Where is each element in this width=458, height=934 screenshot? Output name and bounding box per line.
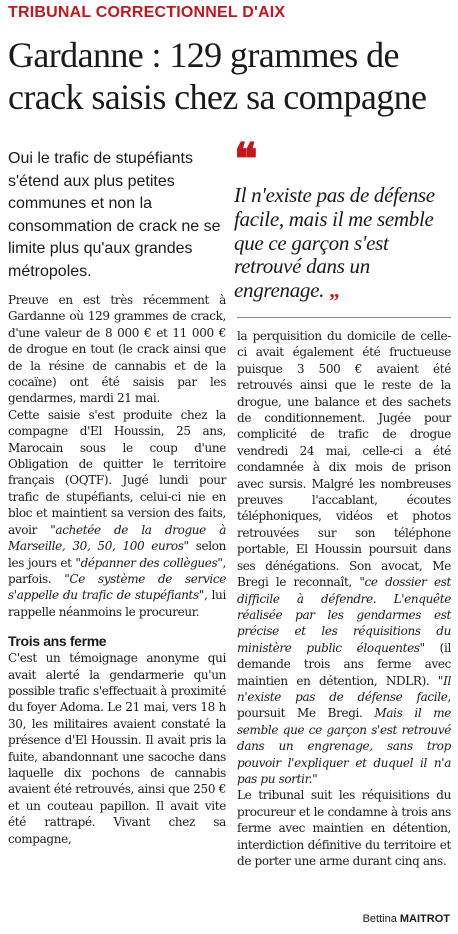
article-lead: Oui le trafic de stupéfiants s'étend aux plus petites communes et non la consommation de crack ne se limite plus qu'aux grandes métropoles. <box>8 150 221 280</box>
text-run: ", parfois. " <box>8 555 226 586</box>
section-kicker: TRIBUNAL CORRECTIONNEL D'AIX <box>8 4 286 21</box>
headline <box>8 34 454 118</box>
paragraph <box>237 328 451 787</box>
text-run: " selon les jours et " <box>8 539 226 570</box>
paragraph: Le tribunal suit les réquisitions du procureur et le condamne à trois ans ferme avec maintien en détention, interdiction définitive du territoire et de porter une arme durant cinq ans. <box>237 788 451 868</box>
text-run: ", lui rappelle néanmoins le procureur. <box>8 588 226 619</box>
body-column-left <box>8 292 226 847</box>
pull-quote <box>234 134 454 303</box>
byline-last-name: MAITROT <box>399 913 450 925</box>
open-quote-icon: ❝ <box>234 134 258 185</box>
paragraph: C'est un témoignage anonyme qui avait alerté la gendarmerie qu'un possible trafic s'effectuait à proximité du foyer Adoma. Le 21 mai, vers 18 h 30, les militaires avaient constaté la présence d'El Houssin. Il avait pris la fuite, abandonnant une sacoche dans laquelle dix pochons de cannabis avaient été retrouvés, ainsi que 250 € et un couteau papillon. Il avait vite été rattrapé. Vivant chez sa compagne, <box>8 651 226 846</box>
headline-line-1: Gardanne : 129 grammes de <box>8 35 399 75</box>
paragraph <box>8 407 226 620</box>
headline-line-2: crack saisis chez sa compagne <box>8 77 427 117</box>
quoted-text: Mais il me semble que ce garçon s'est retrouvé dans un engrenage, sans trop pouvoir l'expliquer et duquel il n'a pas pu sortir. <box>237 706 451 786</box>
pull-quote-body: Il n'existe pas de défense facile, mais il me semble que ce garçon s'est retrouvé dans un engrenage. <box>234 183 435 303</box>
pull-quote-divider <box>237 317 451 318</box>
body-column-right <box>237 328 451 869</box>
byline <box>363 913 450 925</box>
quoted-text: dépanner des collègues <box>80 555 218 570</box>
quoted-text: achetée de la drogue à Marseille, 30, 50, 100 euros <box>8 522 226 554</box>
quoted-text: ce dossier est difficile à défendre. L'enquête réalisée par les gendarmes est précise et les réquisitions du ministère public éloquentes <box>237 575 451 655</box>
text-run: " <box>312 771 318 786</box>
text-run: , poursuit Me Bregi. <box>237 689 451 721</box>
quoted-text: Ce système de service s'appelle du trafic de stupéfiants <box>8 571 226 603</box>
text-run: Cette saisie s'est produite chez la compagne d'El Houssin, 25 ans, Marocain sous le coup d'une Obligation de quitter le territoire français (OQTF). Jugé lundi pour trafic de stupéfiants, celui-ci nie en bloc et maintient sa version des faits, avoir " <box>8 407 226 537</box>
subheading: Trois ans ferme <box>8 633 107 650</box>
paragraph: Preuve en est très récemment à Gardanne où 129 grammes de crack, d'une valeur de 8 000 € et 11 000 € de drogue en tout (le crack ainsi que de la résine de cannabis et de la cocaïne) ont été saisis par les gendarmes, mardi 21 mai. <box>8 293 226 406</box>
text-run: la perquisition du domicile de celle-ci avait également été fructueuse puisque 3 500 € avaient été retrouvés ainsi que le reste de la drogue, une balance et des sachets de conditionnement. Jugée pour complicité de trafic de drogue vendredi 24 mai, celle-ci a été condamnée à dix mois de prison avec sursis. Malgré les nombreuses preuves l'accablant, écoutes téléphoniques, vidéos et photos retrouvées sur son téléphone portable, El Houssin poursuit dans ses dénégations. Son avocat, Me Bregi le reconnaît, " <box>237 329 451 590</box>
text-run: " (il demande trois ans ferme avec maintien en détention, NDLR). " <box>237 640 451 688</box>
byline-first-name: Bettina <box>362 913 397 925</box>
pull-quote-text <box>234 184 454 303</box>
close-quote-icon: „ <box>329 278 340 303</box>
quoted-text: Il n'existe pas de défense facile <box>237 673 451 704</box>
